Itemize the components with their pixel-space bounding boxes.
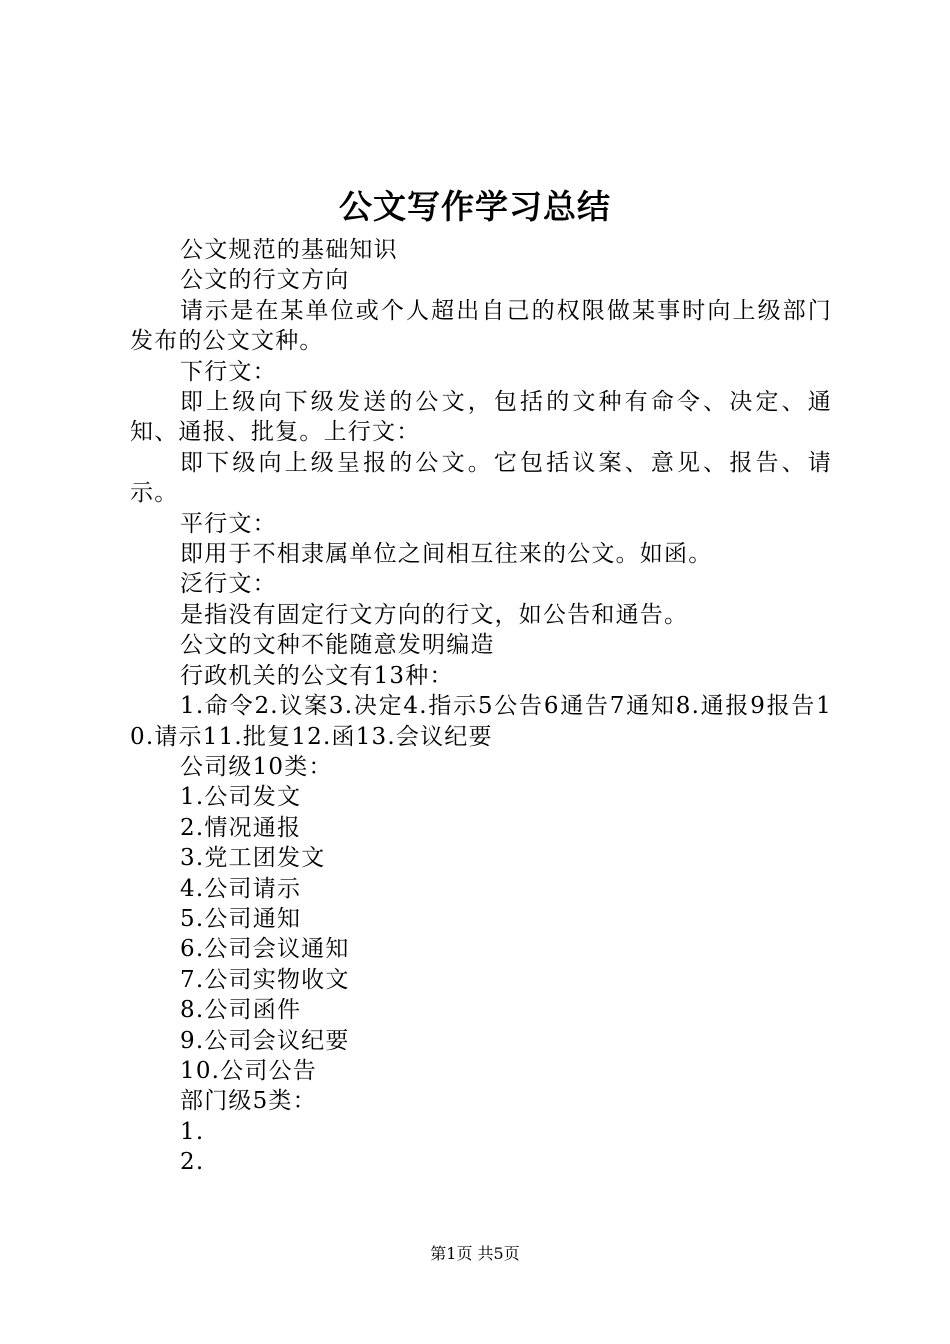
paragraph: 即下级向上级呈报的公文。它包括议案、意见、报告、请示。: [130, 449, 832, 507]
list-item: 2.情况通报: [180, 814, 302, 841]
paragraph: 泛行文：: [180, 571, 277, 598]
list-item: 3.党工团发文: [180, 845, 326, 872]
paragraph: 请示是在某单位或个人超出自己的权限做某事时向上级部门发布的公文文种。: [130, 297, 832, 355]
paragraph: 1.命令2.议案3.决定4.指示5公告6通告7通知8.通报9报告10.请示11.批复12.函13.会议纪要: [130, 693, 832, 750]
paragraph: 公文规范的基础知识: [180, 237, 398, 263]
paragraph: 即上级向下级发送的公文，包括的文种有命令、决定、通知、通报、批复。上行文：: [130, 389, 832, 446]
paragraph: 公司级10类：: [180, 753, 333, 780]
page-footer: 第1页 共5页: [430, 1244, 520, 1263]
paragraph: 公文的文种不能随意发明编造: [180, 632, 495, 659]
paragraph: 公文的行文方向: [180, 267, 350, 294]
list-item: 2.: [180, 1149, 205, 1176]
paragraph: 平行文：: [180, 510, 277, 537]
list-item: 7.公司实物收文: [180, 966, 350, 993]
paragraph: 是指没有固定行文方向的行文，如公告和通告。: [180, 601, 689, 628]
list-item: 6.公司会议通知: [180, 936, 350, 963]
list-item: 9.公司会议纪要: [180, 1027, 350, 1054]
paragraph: 部门级5类：: [180, 1088, 317, 1115]
list-item: 1.公司发文: [180, 784, 302, 811]
list-item: 5.公司通知: [180, 905, 302, 932]
paragraph: 行政机关的公文有13种：: [180, 662, 454, 689]
document-title: 公文写作学习总结: [339, 187, 611, 226]
document-body: [130, 235, 832, 1178]
paragraph: 下行文：: [180, 358, 277, 385]
list-item: 10.公司公告: [180, 1057, 317, 1084]
paragraph: 即用于不相隶属单位之间相互往来的公文。如函。: [180, 541, 713, 568]
list-item: 8.公司函件: [180, 997, 302, 1024]
list-item: 1.: [180, 1118, 205, 1145]
list-item: 4.公司请示: [180, 875, 302, 902]
